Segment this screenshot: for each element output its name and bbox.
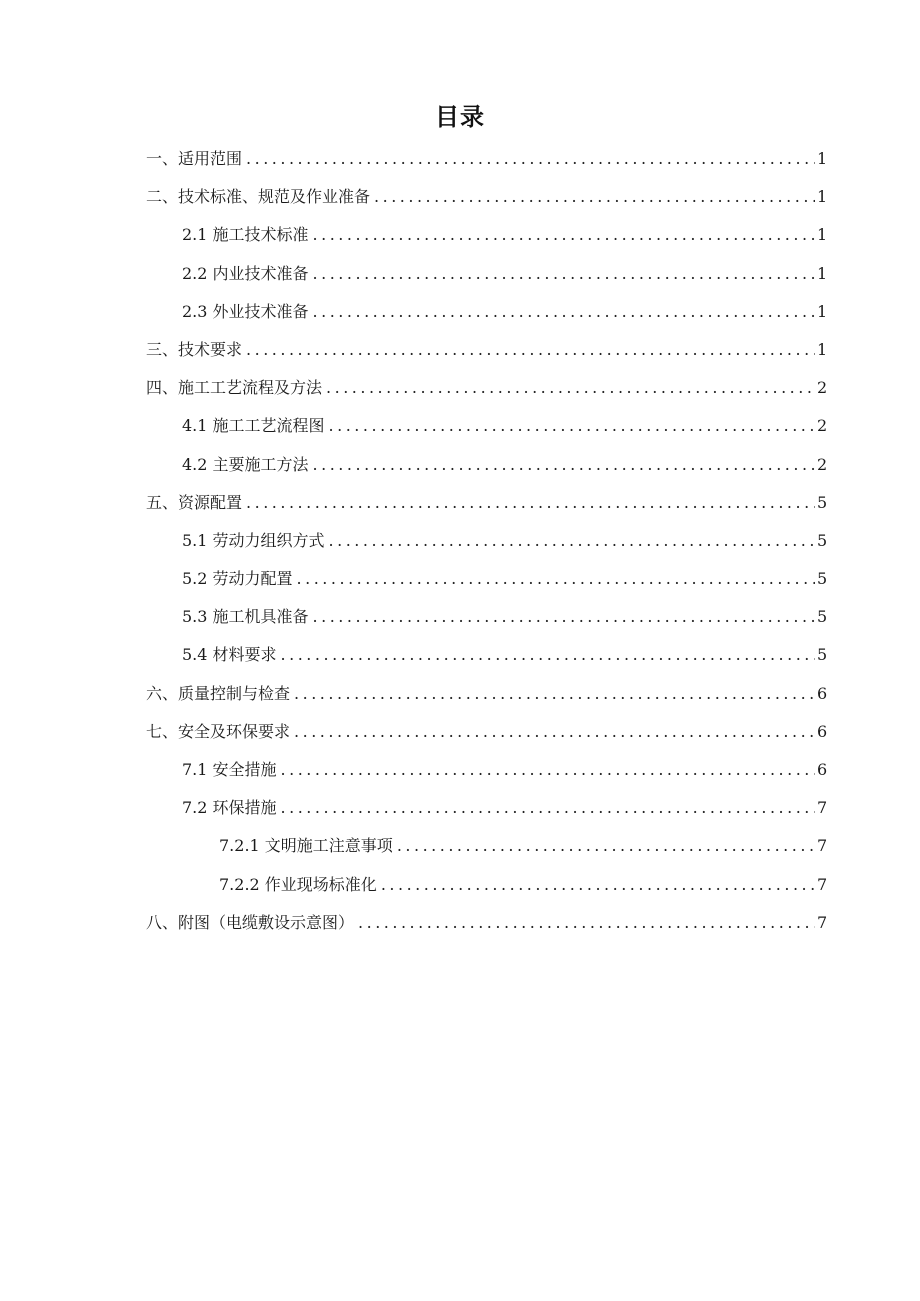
toc-entry[interactable]: [0, 789, 920, 827]
toc-dot-leader: [294, 675, 815, 713]
toc-entry-title: 三、技术要求: [146, 339, 243, 359]
toc-entry-title: 5.1 劳动力组织方式: [182, 530, 325, 550]
page-title: 目录: [435, 103, 485, 131]
toc-entry[interactable]: [0, 255, 920, 293]
toc-page-number: 5: [817, 607, 828, 627]
toc-dot-leader: [313, 255, 815, 293]
toc-page-number: 5: [817, 645, 828, 665]
table-of-contents: [0, 140, 920, 942]
toc-entry[interactable]: [0, 331, 920, 369]
toc-page-number: 7: [817, 912, 828, 932]
toc-entry-title: 2.3 外业技术准备: [182, 301, 309, 321]
toc-entry[interactable]: [0, 484, 920, 522]
toc-dot-leader: [281, 789, 815, 827]
toc-page-number: 1: [817, 339, 828, 359]
toc-page-number: 1: [817, 225, 828, 245]
toc-entry-title: 7.2 环保措施: [182, 798, 277, 818]
toc-entry-title: 六、质量控制与检查: [146, 683, 291, 703]
toc-page-number: 7: [817, 836, 828, 856]
toc-page-number: 2: [817, 378, 828, 398]
toc-entry[interactable]: [0, 866, 920, 904]
toc-dot-leader: [246, 484, 815, 522]
toc-dot-leader: [313, 216, 815, 254]
toc-entry-title: 2.1 施工技术标准: [182, 225, 309, 245]
toc-dot-leader: [329, 522, 815, 560]
toc-page-number: 1: [817, 263, 828, 283]
toc-dot-leader: [329, 407, 815, 445]
toc-entry[interactable]: [0, 369, 920, 407]
toc-entry-title: 7.1 安全措施: [182, 760, 277, 779]
toc-entry[interactable]: [0, 636, 920, 674]
toc-dot-leader: [313, 293, 815, 331]
toc-entry[interactable]: [0, 293, 920, 331]
toc-page-number: 5: [817, 569, 828, 589]
toc-page-number: 7: [817, 798, 828, 818]
toc-entry[interactable]: [0, 178, 920, 216]
toc-dot-leader: [281, 751, 815, 789]
toc-entry-title: 7.2.1 文明施工注意事项: [219, 836, 393, 856]
toc-page-number: 6: [817, 760, 828, 779]
toc-page-number: 1: [817, 187, 828, 207]
toc-dot-leader: [313, 598, 815, 636]
toc-entry-title: 7.2.2 作业现场标准化: [219, 874, 377, 894]
toc-entry-title: 4.2 主要施工方法: [182, 454, 309, 474]
toc-page-number: 6: [817, 683, 828, 703]
toc-page-number: 2: [817, 454, 828, 474]
toc-entry-title: 八、附图（电缆敷设示意图）: [146, 912, 355, 932]
toc-page-number: 1: [817, 301, 828, 321]
toc-entry[interactable]: [0, 216, 920, 254]
toc-entry[interactable]: [0, 407, 920, 445]
toc-dot-leader: [374, 178, 815, 216]
toc-entry-title: 2.2 内业技术准备: [182, 263, 309, 283]
toc-dot-leader: [294, 713, 815, 751]
toc-entry[interactable]: [0, 827, 920, 865]
toc-dot-leader: [326, 369, 815, 407]
toc-entry-title: 二、技术标准、规范及作业准备: [146, 187, 371, 207]
toc-entry-title: 五、资源配置: [146, 492, 243, 512]
toc-dot-leader: [297, 560, 815, 598]
toc-entry-title: 四、施工工艺流程及方法: [146, 378, 323, 398]
toc-entry[interactable]: [0, 522, 920, 560]
toc-entry-title: 5.2 劳动力配置: [182, 569, 293, 589]
toc-entry[interactable]: [0, 598, 920, 636]
toc-entry[interactable]: [0, 675, 920, 713]
toc-page-number: 1: [817, 149, 828, 168]
toc-dot-leader: [381, 866, 815, 904]
toc-dot-leader: [246, 140, 815, 178]
toc-entry-title: 5.4 材料要求: [182, 645, 277, 665]
toc-page-number: 7: [817, 874, 828, 894]
toc-entry[interactable]: [0, 560, 920, 598]
toc-entry[interactable]: [0, 140, 920, 178]
toc-dot-leader: [358, 904, 815, 942]
toc-dot-leader: [397, 827, 815, 865]
toc-dot-leader: [313, 446, 815, 484]
toc-dot-leader: [281, 636, 815, 674]
toc-entry[interactable]: [0, 446, 920, 484]
toc-entry[interactable]: [0, 904, 920, 942]
toc-entry[interactable]: [0, 713, 920, 751]
toc-entry-title: 4.1 施工工艺流程图: [182, 416, 325, 436]
toc-page-number: 6: [817, 721, 828, 741]
toc-entry[interactable]: [0, 751, 920, 789]
toc-page-number: 2: [817, 416, 828, 436]
toc-entry-title: 5.3 施工机具准备: [182, 607, 309, 627]
toc-page-number: 5: [817, 530, 828, 550]
toc-page-number: 5: [817, 492, 828, 512]
toc-dot-leader: [246, 331, 815, 369]
toc-entry-title: 一、适用范围: [146, 149, 243, 168]
toc-entry-title: 七、安全及环保要求: [146, 721, 291, 741]
